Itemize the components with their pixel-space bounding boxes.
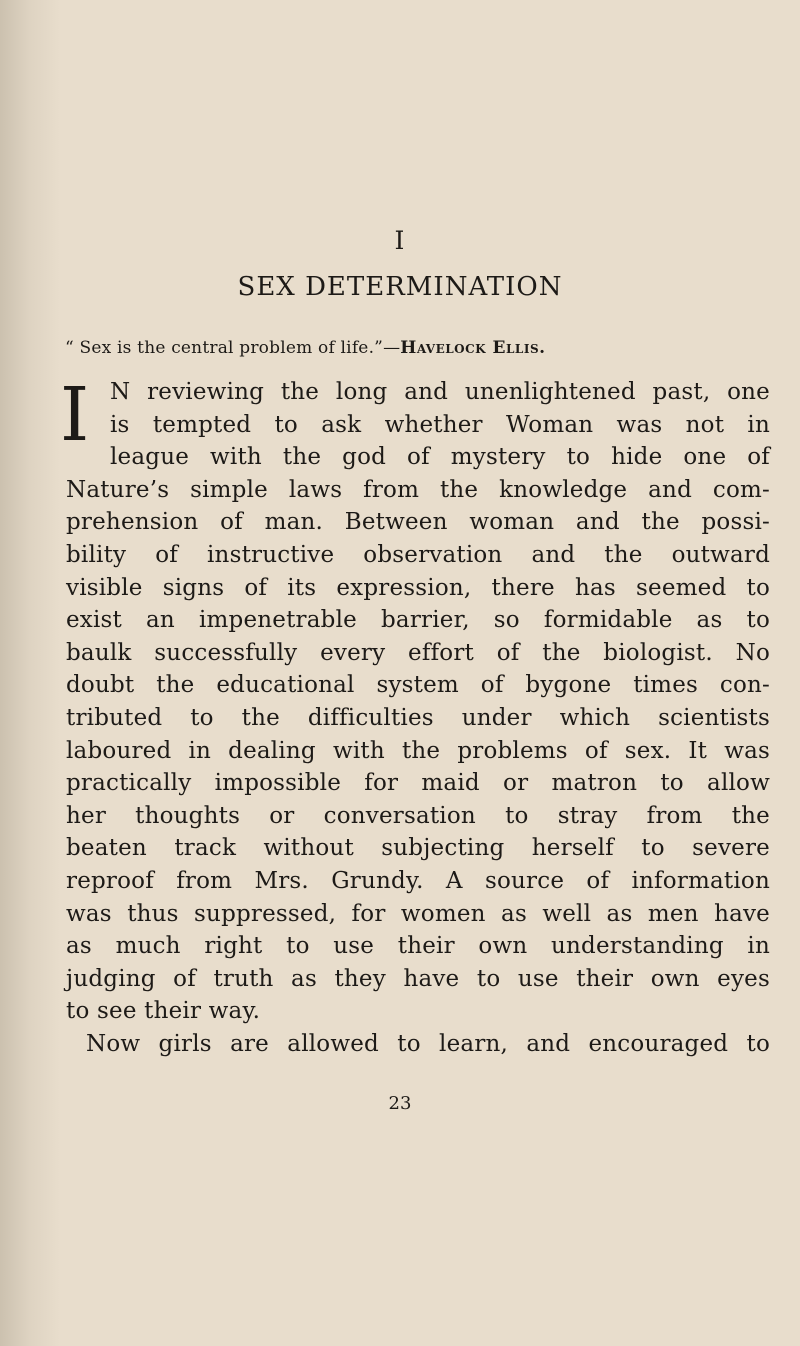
drop-cap: I xyxy=(60,372,90,458)
text-line: visible signs of its expression, there has seemed to xyxy=(66,574,770,601)
text-line: as much right to use their own understanding in xyxy=(66,933,770,960)
text-line: tributed to the difficulties under which scientists xyxy=(66,704,770,731)
text-line: judging of truth as they have to use their own eyes xyxy=(66,965,770,992)
text-line: doubt the educational system of bygone times con- xyxy=(66,672,770,699)
text-line: beaten track without subjecting herself to severe xyxy=(66,835,770,862)
text-line: was thus suppressed, for women as well as men have xyxy=(66,900,770,927)
text-line: baulk successfully every effort of the biologist. No xyxy=(66,639,770,666)
body-text xyxy=(60,372,770,1060)
epigraph-author: Havelock Ellis. xyxy=(400,338,546,358)
paragraph-2-first-line: Now girls are allowed to learn, and encouraged to xyxy=(86,1030,770,1057)
text-line: prehension of man. Between woman and the possi- xyxy=(66,509,770,536)
epigraph-quote: “ Sex is the central problem of life.”— xyxy=(65,338,401,358)
text-line: her thoughts or conversation to stray from the xyxy=(66,802,770,829)
text-line: laboured in dealing with the problems of sex. It was xyxy=(66,737,770,764)
text-line: exist an impenetrable barrier, so formidable as to xyxy=(66,607,770,634)
chapter-title: SEX DETERMINATION xyxy=(237,272,563,302)
epigraph xyxy=(65,338,765,358)
page-number: 23 xyxy=(388,1093,412,1114)
paragraph-1 xyxy=(60,372,770,1028)
text-line: practically impossible for maid or matron to allow xyxy=(66,770,770,797)
text-line: is tempted to ask whether Woman was not in xyxy=(110,411,770,438)
chapter-number: I xyxy=(394,226,406,255)
text-line: bility of instructive observation and the outward xyxy=(66,541,770,568)
text-line: Nature’s simple laws from the knowledge and com- xyxy=(66,476,770,503)
text-line: league with the god of mystery to hide one of xyxy=(110,444,770,471)
text-line: to see their way. xyxy=(66,998,261,1025)
text-line: reproof from Mrs. Grundy. A source of information xyxy=(66,867,770,894)
text-line: N reviewing the long and unenlightened past, one xyxy=(110,379,770,405)
